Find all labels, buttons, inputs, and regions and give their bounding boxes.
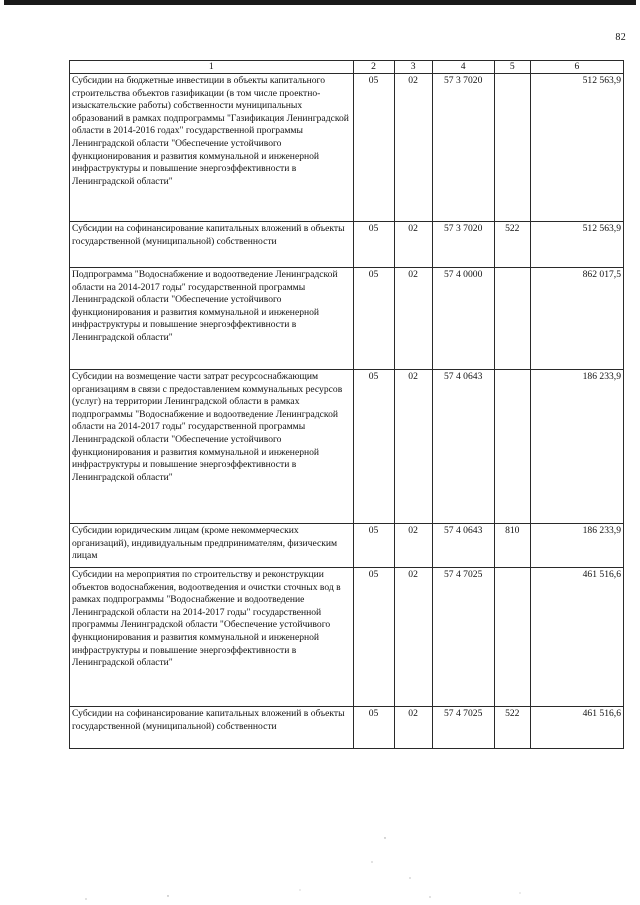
row-subsection-code: 02	[394, 707, 432, 749]
row-description: Субсидии на софинансирование капитальных вложений в объекты государственной (муниципальной) собственности	[70, 222, 354, 268]
row-expense-type-code: 810	[494, 524, 530, 568]
row-target-code: 57 4 7025	[432, 568, 494, 707]
row-subsection-code: 02	[394, 222, 432, 268]
row-expense-type-code: 522	[494, 707, 530, 749]
row-subsection-code: 02	[394, 524, 432, 568]
row-section-code: 05	[353, 568, 394, 707]
column-header-6: 6	[530, 61, 623, 74]
row-description: Подпрограмма "Водоснабжение и водоотведение Ленинградской области на 2014-2017 годы" государственной программы Ленинградской области "Обеспечение устойчивого функционирования и развития коммунальной и инженерной инфраструктуры и повышение энергоэффективности в Ленинградской области"	[70, 268, 354, 370]
column-header-5: 5	[494, 61, 530, 74]
row-amount: 862 017,5	[530, 268, 623, 370]
row-section-code: 05	[353, 74, 394, 222]
column-header-3: 3	[394, 61, 432, 74]
row-target-code: 57 4 0000	[432, 268, 494, 370]
row-amount: 186 233,9	[530, 524, 623, 568]
row-amount: 461 516,6	[530, 707, 623, 749]
column-header-1: 1	[70, 61, 354, 74]
row-target-code: 57 3 7020	[432, 74, 494, 222]
row-amount: 512 563,9	[530, 222, 623, 268]
row-target-code: 57 3 7020	[432, 222, 494, 268]
row-section-code: 05	[353, 222, 394, 268]
row-section-code: 05	[353, 370, 394, 524]
row-subsection-code: 02	[394, 370, 432, 524]
row-amount: 512 563,9	[530, 74, 623, 222]
row-subsection-code: 02	[394, 568, 432, 707]
row-description: Субсидии на бюджетные инвестиции в объекты капитального строительства объектов газификации (в том числе проектно-изыскательские работы) собственности муниципальных образований в рамках подпрограммы "Газификация Ленинградской области в 2014-2016 годах" государственной программы Ленинградской области "Обеспечение устойчивого функционирования и развития коммунальной и инженерной инфраструктуры и повышение энергоэффективности в Ленинградской области"	[70, 74, 354, 222]
row-expense-type-code: 522	[494, 222, 530, 268]
page-number: 82	[615, 32, 626, 43]
row-amount: 461 516,6	[530, 568, 623, 707]
row-description: Субсидии на возмещение части затрат ресурсоснабжающим организациям в связи с предоставлением коммунальных ресурсов (услуг) на территории Ленинградской области в рамках подпрограммы "Водоснабжение и водоотведение Ленинградской области на 2014-2017 годы" государственной программы Ленинградской области "Обеспечение устойчивого функционирования и развития коммунальной и инженерной инфраструктуры и повышение энергоэффективности в Ленинградской области"	[70, 370, 354, 524]
row-target-code: 57 4 7025	[432, 707, 494, 749]
row-description: Субсидии юридическим лицам (кроме некоммерческих организаций), индивидуальным предпринимателям, физическим лицам	[70, 524, 354, 568]
row-subsection-code: 02	[394, 268, 432, 370]
row-amount: 186 233,9	[530, 370, 623, 524]
row-section-code: 05	[353, 268, 394, 370]
column-header-2: 2	[353, 61, 394, 74]
row-target-code: 57 4 0643	[432, 524, 494, 568]
row-description: Субсидии на софинансирование капитальных вложений в объекты государственной (муниципальной) собственности	[70, 707, 354, 749]
row-target-code: 57 4 0643	[432, 370, 494, 524]
column-header-4: 4	[432, 61, 494, 74]
row-subsection-code: 02	[394, 74, 432, 222]
row-description: Субсидии на мероприятия по строительству и реконструкции объектов водоснабжения, водоотведения и очистки сточных вод в рамках подпрограммы "Водоснабжение и водоотведение Ленинградской области на 2014-2017 годы" государственной программы Ленинградской области "Обеспечение устойчивого функционирования и развития коммунальной и инженерной инфраструктуры и повышение энергоэффективности в Ленинградской области"	[70, 568, 354, 707]
row-section-code: 05	[353, 524, 394, 568]
row-section-code: 05	[353, 707, 394, 749]
